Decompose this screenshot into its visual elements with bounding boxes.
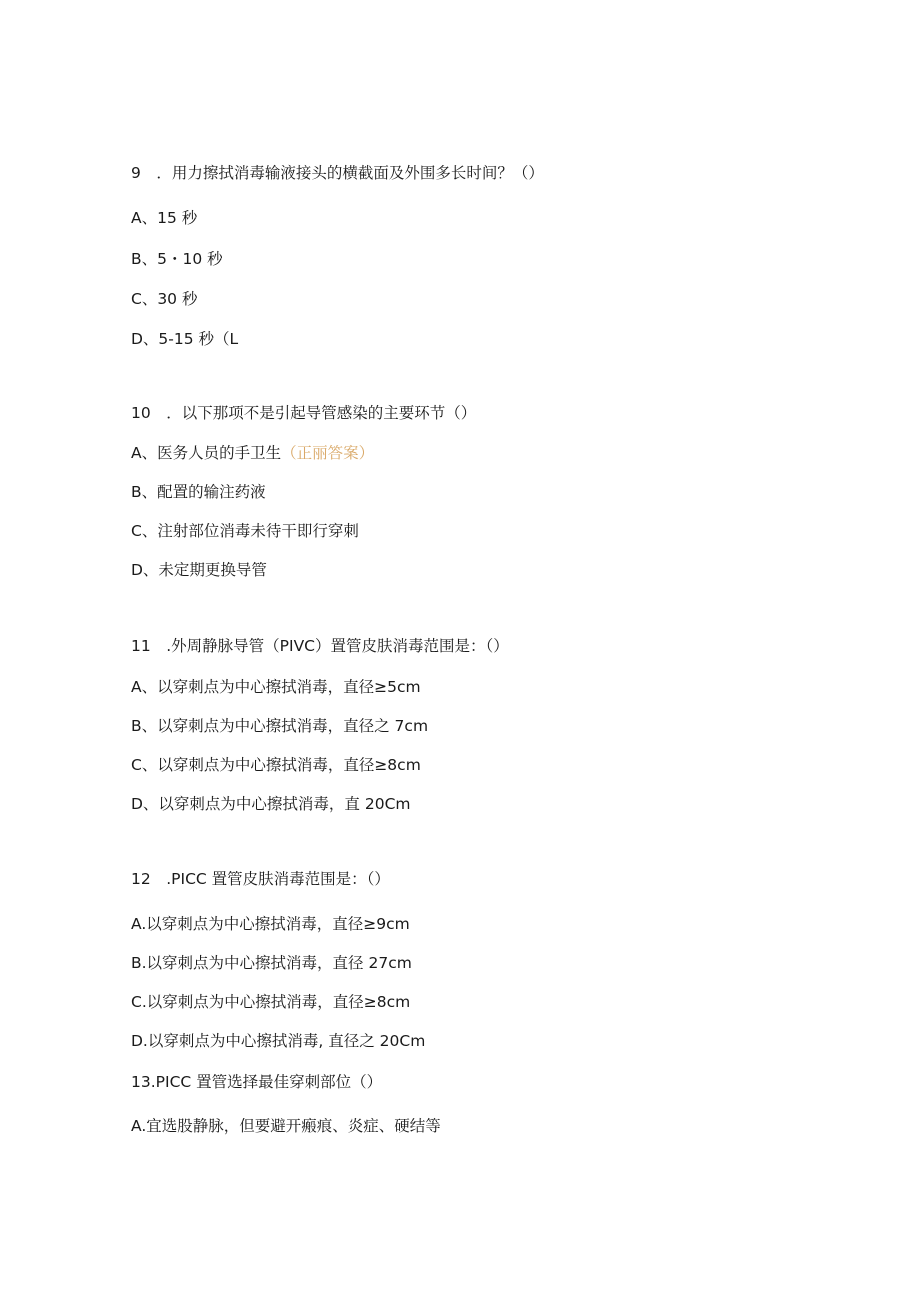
option-text: A、医务人员的手卫生 bbox=[131, 444, 282, 462]
question-9-option-b: B、5・10 秒 bbox=[131, 250, 223, 268]
question-9-option-c: C、30 秒 bbox=[131, 290, 198, 308]
question-9-stem: 9 ．用力擦拭消毒输液接头的横截面及外围多长时间？（） bbox=[131, 164, 544, 182]
question-11-option-d: D、以穿刺点为中心擦拭消毒，直 20Cm bbox=[131, 795, 411, 813]
question-11-option-b: B、以穿刺点为中心擦拭消毒，直径之 7cm bbox=[131, 717, 429, 735]
question-10-option-c: C、注射部位消毒未待干即行穿刺 bbox=[131, 522, 359, 540]
question-13-stem: 13.PICC 置管选择最佳穿刺部位（） bbox=[131, 1073, 383, 1091]
question-12-option-c: C.以穿刺点为中心擦拭消毒，直径≥8cm bbox=[131, 993, 411, 1011]
question-10-stem: 10 ．以下那项不是引起导管感染的主要环节（） bbox=[131, 404, 477, 422]
question-9-option-d: D、5-15 秒（L bbox=[131, 330, 239, 348]
question-12-stem: 12 .PICC 置管皮肤消毒范围是：（） bbox=[131, 870, 390, 888]
question-11-stem: 11 .外周静脉导管（PIVC）置管皮肤消毒范围是：（） bbox=[131, 637, 509, 655]
question-9-option-a: A、15 秒 bbox=[131, 209, 198, 227]
correct-answer-mark: （正丽答案） bbox=[281, 444, 375, 462]
question-10-option-d: D、未定期更换导管 bbox=[131, 561, 267, 579]
question-10-option-b: B、配置的输注药液 bbox=[131, 483, 266, 501]
question-12-option-d: D.以穿刺点为中心擦拭消毒, 直径之 20Cm bbox=[131, 1032, 426, 1050]
question-11-option-c: C、以穿刺点为中心擦拭消毒，直径≥8cm bbox=[131, 756, 421, 774]
question-13-option-a: A.宜选股静脉，但要避开瘢痕、炎症、硬结等 bbox=[131, 1117, 441, 1135]
question-10-option-a bbox=[131, 443, 374, 463]
question-11-option-a: A、以穿刺点为中心擦拭消毒，直径≥5cm bbox=[131, 678, 421, 696]
question-12-option-b: B.以穿刺点为中心擦拭消毒，直径 27cm bbox=[131, 954, 412, 972]
question-12-option-a: A.以穿刺点为中心擦拭消毒，直径≥9cm bbox=[131, 915, 410, 933]
